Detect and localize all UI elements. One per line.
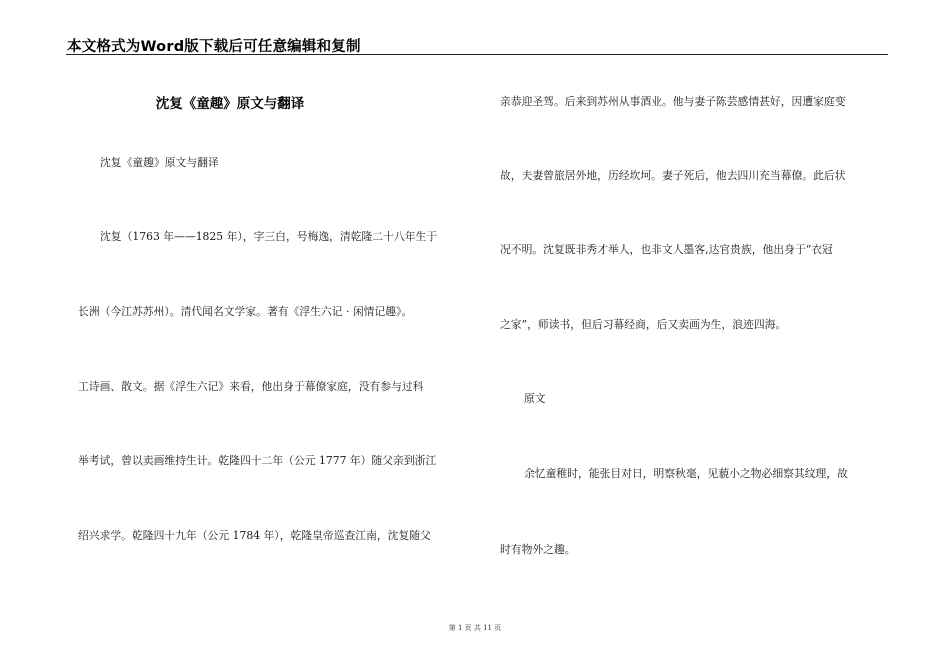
- page-footer: 第 1 页 共 11 页: [448, 624, 502, 632]
- body-line: 亲恭迎圣驾。后来到苏州从事酒业。他与妻子陈芸感情甚好，因遭家庭变: [500, 95, 846, 108]
- body-line: 工诗画、散文。据《浮生六记》来看，他出身于幕僚家庭，没有参与过科: [78, 380, 424, 393]
- body-line: 故，夫妻曾旅居外地，历经坎坷。妻子死后，他去四川充当幕僚。此后状: [500, 169, 846, 182]
- body-line: 长洲（今江苏苏州）。清代闻名文学家。著有《浮生六记 · 闲情记趣》。: [78, 305, 413, 318]
- right-text-column: [500, 0, 890, 672]
- document-title: 沈复《童趣》原文与翻译: [155, 96, 305, 112]
- left-text-column: [78, 0, 478, 672]
- body-line: 余忆童稚时，能张目对日，明察秋毫，见藐小之物必细察其纹理，故: [524, 467, 848, 480]
- document-banner: 本文格式为Word版下载后可任意编辑和复制: [67, 39, 361, 55]
- body-line: 沈复（1763 年——1825 年），字三白，号梅逸，清乾隆二十八年生于: [100, 230, 438, 243]
- body-line: 之家”，师读书，但后习幕经商，后又卖画为生，浪迹四海。: [500, 318, 787, 331]
- subtitle-line: 沈复《童趣》原文与翻译: [100, 156, 219, 169]
- body-line: 况不明。沈复既非秀才举人，也非文人墨客,达官贵族，他出身于“衣冠: [500, 243, 833, 256]
- section-heading: 原文: [524, 392, 546, 405]
- body-line: 举考试，曾以卖画维持生计。乾隆四十二年（公元 1777 年）随父亲到浙江: [78, 454, 437, 467]
- body-line: 时有物外之趣。: [500, 543, 576, 556]
- body-line: 绍兴求学。乾隆四十九年（公元 1784 年），乾隆皇帝巡查江南，沈复随父: [78, 529, 431, 542]
